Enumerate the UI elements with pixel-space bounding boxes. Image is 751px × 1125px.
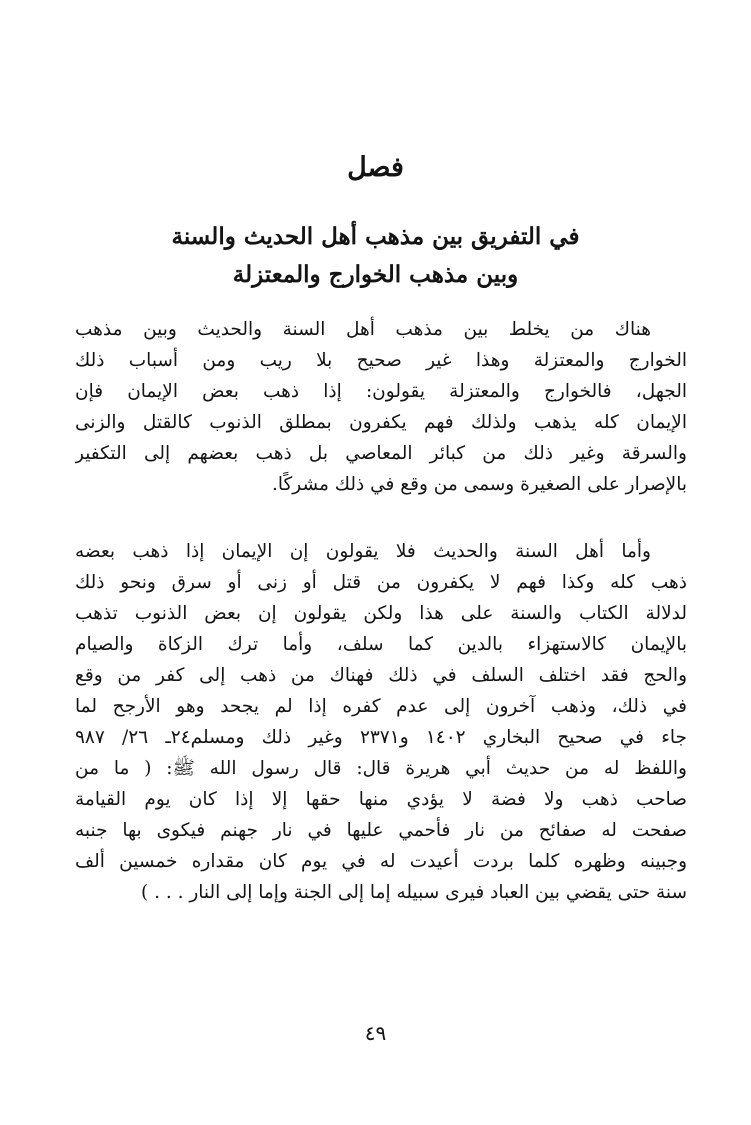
text-line: واللفظ له من حديث أبي هريرة قال: قال رسول الله ﷺ: ( ما من: [75, 758, 687, 779]
paragraph-2: [75, 536, 687, 908]
text-line: الجهل، فالخوارج والمعتزلة يقولون: إذا ذهب بعض الإيمان فإن: [75, 381, 687, 402]
text-line: بالإيمان كالاستهزاء بالدين كما سلف، وأما ترك الزكاة والصيام: [75, 634, 687, 655]
text-line: سنة حتى يقضي بين العباد فيرى سبيله إما إلى الجنة وإما إلى النار . . . ): [140, 882, 687, 903]
paragraph-1: [75, 314, 687, 500]
text-line: هناك من يخلط بين مذهب أهل السنة والحديث وبين مذهب: [75, 319, 651, 340]
text-line: وجبينه وظهره كلما بردت أعيدت له في يوم كان مقداره خمسين ألف: [75, 851, 687, 872]
text-line: صفحت له صفائح من نار فأحمي عليها في نار جهنم فيكوى بها جنبه: [75, 820, 687, 841]
text-line: بالإصرار على الصغيرة وسمى من وقع في ذلك مشركًا.: [271, 474, 687, 495]
text-line: لدلالة الكتاب والسنة على هذا ولكن يقولون إن بعض الذنوب تذهب: [75, 603, 687, 624]
text-line: الخوارج والمعتزلة وهذا غير صحيح بلا ريب ومن أسباب ذلك: [75, 350, 687, 371]
text-line: جاء في صحيح البخاري ١٤٠٢ و٢٣٧١ وغير ذلك ومسلم٢٤ـ ٢٦/ ٩٨٧: [75, 727, 687, 748]
text-line: والسرقة وغير ذلك من كبائر المعاصي بل ذهب بعضهم إلى التكفير: [75, 443, 687, 464]
text-line: الإيمان كله يذهب ولذلك فهم يكفرون بمطلق الذنوب كالقتل والزنى: [75, 412, 687, 433]
text-line: صاحب ذهب ولا فضة لا يؤدي منها حقها إلا إذا كان يوم القيامة: [75, 789, 687, 810]
text-line: وأما أهل السنة والحديث فلا يقولون إن الإيمان إذا ذهب بعضه: [75, 541, 651, 562]
subtitle-line: وبين مذهب الخوارج والمعتزلة: [232, 261, 519, 288]
page-number: ٤٩: [364, 1021, 387, 1045]
section-subtitle: [0, 218, 751, 294]
text-line: ذهب كله وكذا فهم لا يكفرون من قتل أو زنى أو سرق ونحو ذلك: [75, 572, 687, 593]
chapter-title: فصل: [347, 152, 404, 183]
text-line: والحج فقد اختلف السلف في ذلك فهناك من ذهب إلى كفر من وقع: [75, 665, 687, 686]
text-line: في ذلك، وذهب آخرون إلى عدم كفره إذا لم يجحد وهو الأرجح لما: [75, 696, 687, 717]
subtitle-line: في التفريق بين مذهب أهل الحديث والسنة: [171, 223, 580, 250]
